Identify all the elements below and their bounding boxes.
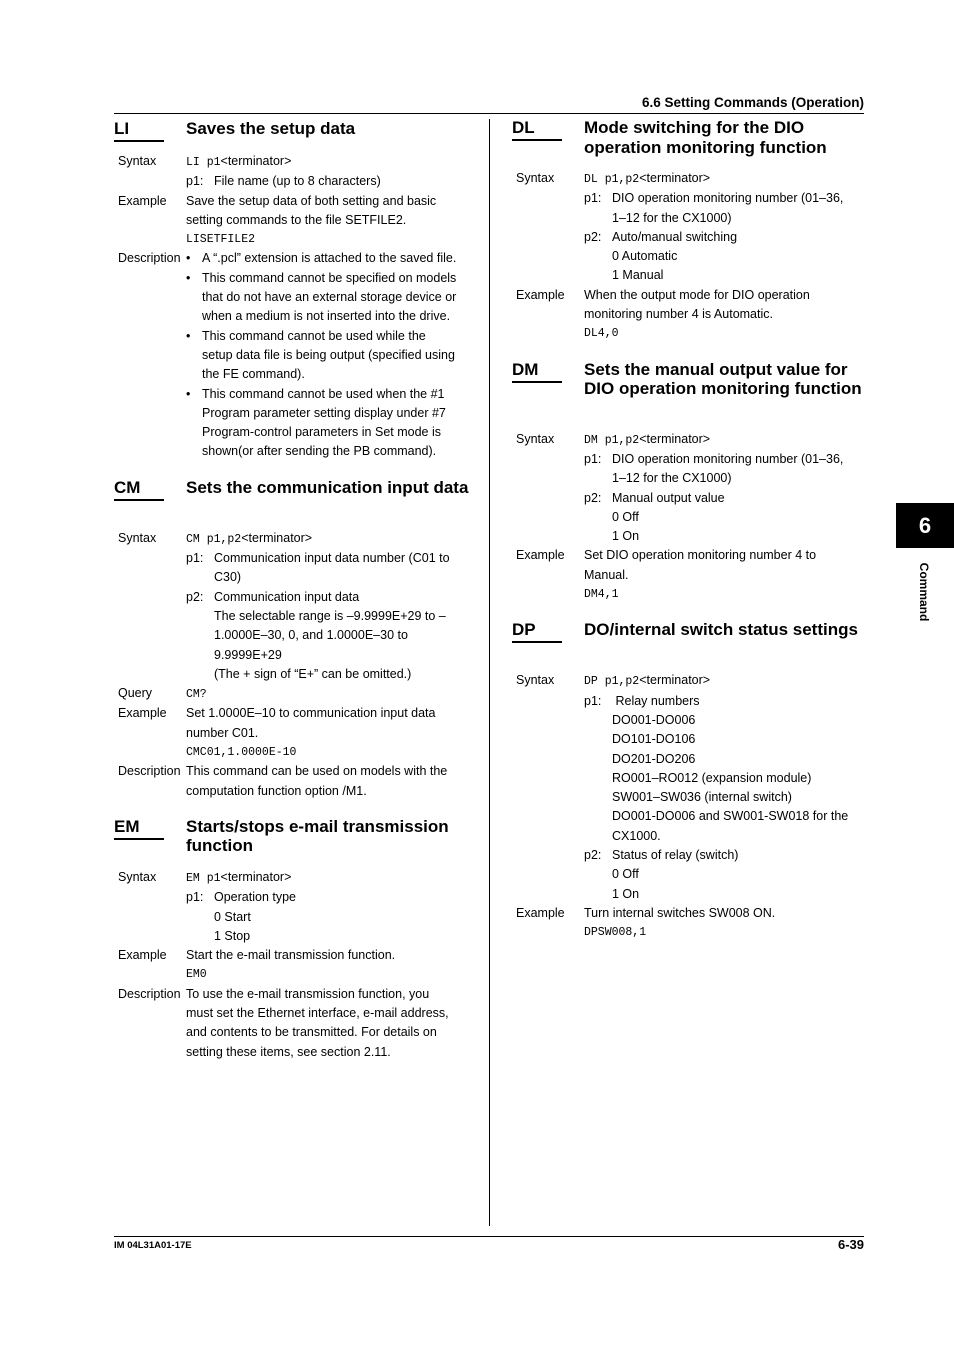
relay-number: RO001–RO012 (expansion module) (612, 770, 812, 785)
syntax-row (512, 671, 864, 691)
description-text: must set the Ethernet interface, e-mail address, (186, 1005, 449, 1020)
bullet-text: setup data file is being output (specified using (202, 347, 455, 362)
relay-number: DO001-DO006 and SW001-SW018 for the (612, 809, 849, 824)
example-row (512, 904, 864, 943)
command-title: Sets the manual output value for DIO operation monitoring function (584, 359, 862, 399)
command-title: Saves the setup data (186, 119, 356, 138)
example-label: Example (118, 193, 167, 208)
description-bullet (186, 249, 466, 268)
option-text: 1 Manual (612, 268, 664, 283)
syntax-command: CM p1,p2 (186, 532, 242, 546)
syntax-command: DP p1,p2 (584, 675, 640, 689)
example-label: Example (118, 948, 167, 963)
syntax-command: LI p1 (186, 156, 221, 169)
param-label: p1: (584, 693, 602, 708)
bullet-marker: • (186, 251, 191, 266)
syntax-terminator: <terminator> (639, 171, 711, 185)
running-header: 6.6 Setting Commands (Operation) (641, 95, 864, 110)
query-label: Query (118, 686, 153, 701)
syntax-label: Syntax (118, 530, 157, 545)
right-column (512, 118, 864, 943)
description-bullet (186, 385, 466, 462)
option-text: 0 Off (612, 509, 639, 524)
command-code: DP (512, 620, 562, 643)
param-text: DIO operation monitoring number (01–36, (612, 191, 844, 206)
command-code: CM (114, 478, 164, 501)
bullet-text: the FE command). (202, 367, 305, 382)
command-heading (512, 118, 864, 159)
param-text: Manual output value (612, 490, 725, 505)
example-code: CMC01,1.0000E-10 (186, 746, 297, 760)
command-li (114, 119, 466, 462)
description-bullet (186, 269, 466, 327)
syntax-terminator: <terminator> (241, 530, 313, 545)
bullet-marker: • (186, 270, 191, 285)
example-code: DM4,1 (584, 588, 619, 602)
param-label: p2: (186, 589, 204, 604)
syntax-row (512, 430, 864, 450)
chapter-tab[interactable] (896, 503, 954, 548)
bullet-text: This command cannot be specified on models (202, 270, 457, 285)
example-code: EM0 (186, 968, 207, 982)
example-text: Start the e-mail transmission function. (186, 948, 396, 963)
bullet-text: when a medium is not inserted into the drive. (202, 309, 451, 324)
query-row (114, 684, 466, 704)
command-code: EM (114, 817, 164, 840)
command-heading (114, 817, 466, 858)
option-text: 0 Automatic (612, 249, 678, 264)
command-dm (512, 360, 864, 605)
relay-number: DO001-DO006 (612, 712, 696, 727)
example-text: Manual. (584, 567, 629, 582)
param-label: p2: (584, 490, 602, 505)
relay-number: DO101-DO106 (612, 732, 696, 747)
example-code: DL4,0 (584, 327, 619, 341)
command-em (114, 817, 466, 1062)
param-row (512, 692, 864, 904)
syntax-row (114, 529, 466, 549)
column-divider (489, 119, 490, 1226)
param-text: The selectable range is –9.9999E+29 to – (214, 608, 446, 623)
param-row (512, 189, 864, 285)
relay-number: DO201-DO206 (612, 751, 696, 766)
example-text: When the output mode for DIO operation (584, 287, 810, 302)
param-label: p1: (186, 890, 204, 905)
bullet-text: This command cannot be used when the #1 (202, 386, 445, 401)
command-code: DL (512, 118, 562, 141)
param-text: Relay numbers (612, 693, 700, 708)
description-label: Description (118, 986, 181, 1001)
description-text: This command can be used on models with the (186, 764, 448, 779)
command-dp (512, 620, 864, 942)
command-heading (512, 360, 864, 420)
command-code: LI (114, 119, 164, 142)
example-label: Example (516, 905, 565, 920)
bullet-text: Program-control parameters in Set mode is (202, 425, 441, 440)
param-row (512, 450, 864, 546)
option-text: 1 Stop (214, 928, 251, 943)
description-row (114, 249, 466, 461)
param-label: p2: (584, 229, 602, 244)
example-text: Set 1.0000E–10 to communication input data (186, 706, 436, 721)
command-title: Mode switching for the DIO operation monitoring function (584, 118, 827, 157)
chapter-label: Command (917, 562, 931, 622)
option-text: 1 On (612, 886, 640, 901)
example-text: Turn internal switches SW008 ON. (584, 905, 776, 920)
document-code: IM 04L31A01-17E (114, 1240, 192, 1251)
relay-number: CX1000. (612, 828, 661, 843)
command-code: DM (512, 360, 562, 383)
option-text: 1 On (612, 529, 640, 544)
description-label: Description (118, 764, 181, 779)
syntax-label: Syntax (516, 673, 555, 688)
description-text: computation function option /M1. (186, 783, 367, 798)
param-text: (The + sign of “E+” can be omitted.) (214, 666, 412, 681)
example-text: Set DIO operation monitoring number 4 to (584, 548, 817, 563)
param-label: p2: (584, 848, 602, 863)
param-text: 1–12 for the CX1000) (612, 471, 732, 486)
example-row (114, 192, 466, 250)
example-label: Example (516, 287, 565, 302)
description-text: setting these items, see section 2.11. (186, 1044, 391, 1059)
syntax-label: Syntax (516, 171, 555, 185)
example-label: Example (516, 548, 565, 563)
command-cm (114, 477, 469, 801)
option-text: 0 Start (214, 909, 251, 924)
syntax-label: Syntax (118, 869, 157, 884)
param-label: p1: (584, 191, 602, 206)
example-code: DPSW008,1 (584, 926, 647, 940)
param-row (114, 549, 466, 684)
syntax-terminator: <terminator> (639, 431, 711, 446)
syntax-command: EM p1 (186, 871, 221, 885)
example-row (114, 946, 466, 985)
description-row (114, 762, 466, 801)
param-text: 9.9999E+29 (214, 647, 282, 662)
syntax-label: Syntax (516, 431, 555, 446)
syntax-terminator: <terminator> (639, 673, 711, 688)
param-text: 1–12 for the CX1000) (612, 210, 732, 225)
command-title: Sets the communication input data (186, 477, 469, 497)
bullet-text: shown(or after sending the PB command). (202, 444, 437, 459)
footer-rule (114, 1236, 864, 1237)
syntax-row (114, 868, 466, 888)
bullet-text: A “.pcl” extension is attached to the saved file. (202, 251, 457, 266)
bullet-text: that do not have an external storage device or (202, 290, 457, 305)
syntax-row (114, 152, 466, 172)
param-text: Communication input data number (C01 to (214, 551, 450, 566)
description-bullet (186, 327, 466, 385)
relay-number: SW001–SW036 (internal switch) (612, 790, 792, 805)
example-text: Save the setup data of both setting and basic (186, 193, 437, 208)
left-column (114, 119, 469, 1062)
example-code: LISETFILE2 (186, 233, 256, 247)
param-label: p1: (584, 451, 602, 466)
command-heading (512, 620, 864, 661)
syntax-terminator: <terminator> (220, 154, 292, 168)
param-text: C30) (214, 570, 242, 585)
example-row (114, 704, 466, 762)
query-code: CM? (186, 688, 207, 702)
command-heading (114, 477, 469, 519)
example-row (512, 286, 864, 344)
description-text: To use the e-mail transmission function, you (186, 986, 430, 1001)
param-label: p1: (186, 174, 204, 189)
param-text: Communication input data (214, 589, 360, 604)
param-text: Operation type (214, 890, 296, 905)
param-text: DIO operation monitoring number (01–36, (612, 451, 844, 466)
param-text: 1.0000E–30, 0, and 1.0000E–30 to (214, 628, 408, 643)
description-row (114, 985, 466, 1062)
description-label: Description (118, 251, 181, 266)
syntax-command: DM p1,p2 (584, 433, 640, 447)
syntax-terminator: <terminator> (220, 869, 292, 884)
bullet-marker: • (186, 386, 191, 401)
option-text: 0 Off (612, 867, 639, 882)
syntax-row (512, 169, 864, 189)
param-row (114, 172, 466, 191)
header-rule (114, 113, 864, 114)
param-row (114, 888, 466, 946)
chapter-number: 6 (918, 512, 932, 538)
bullet-text: Program parameter setting display under #7 (202, 405, 446, 420)
description-text: and contents to be transmitted. For details on (186, 1025, 437, 1040)
param-label: p1: (186, 551, 204, 566)
command-heading (114, 119, 466, 142)
param-text: Auto/manual switching (612, 229, 738, 244)
example-row (512, 546, 864, 604)
command-title: DO/internal switch status settings (584, 620, 858, 640)
example-text: setting commands to the file SETFILE2. (186, 212, 407, 227)
page-number: 6-39 (837, 1237, 864, 1252)
syntax-label: Syntax (118, 154, 157, 168)
example-label: Example (118, 706, 167, 721)
bullet-marker: • (186, 328, 191, 343)
param-text: File name (up to 8 characters) (214, 174, 381, 189)
example-text: monitoring number 4 is Automatic. (584, 307, 773, 322)
bullet-text: This command cannot be used while the (202, 328, 426, 343)
command-title: Starts/stops e-mail transmission function (186, 816, 449, 856)
command-dl (512, 118, 864, 344)
syntax-command: DL p1,p2 (584, 173, 640, 186)
example-text: number C01. (186, 725, 259, 740)
param-text: Status of relay (switch) (612, 848, 739, 863)
